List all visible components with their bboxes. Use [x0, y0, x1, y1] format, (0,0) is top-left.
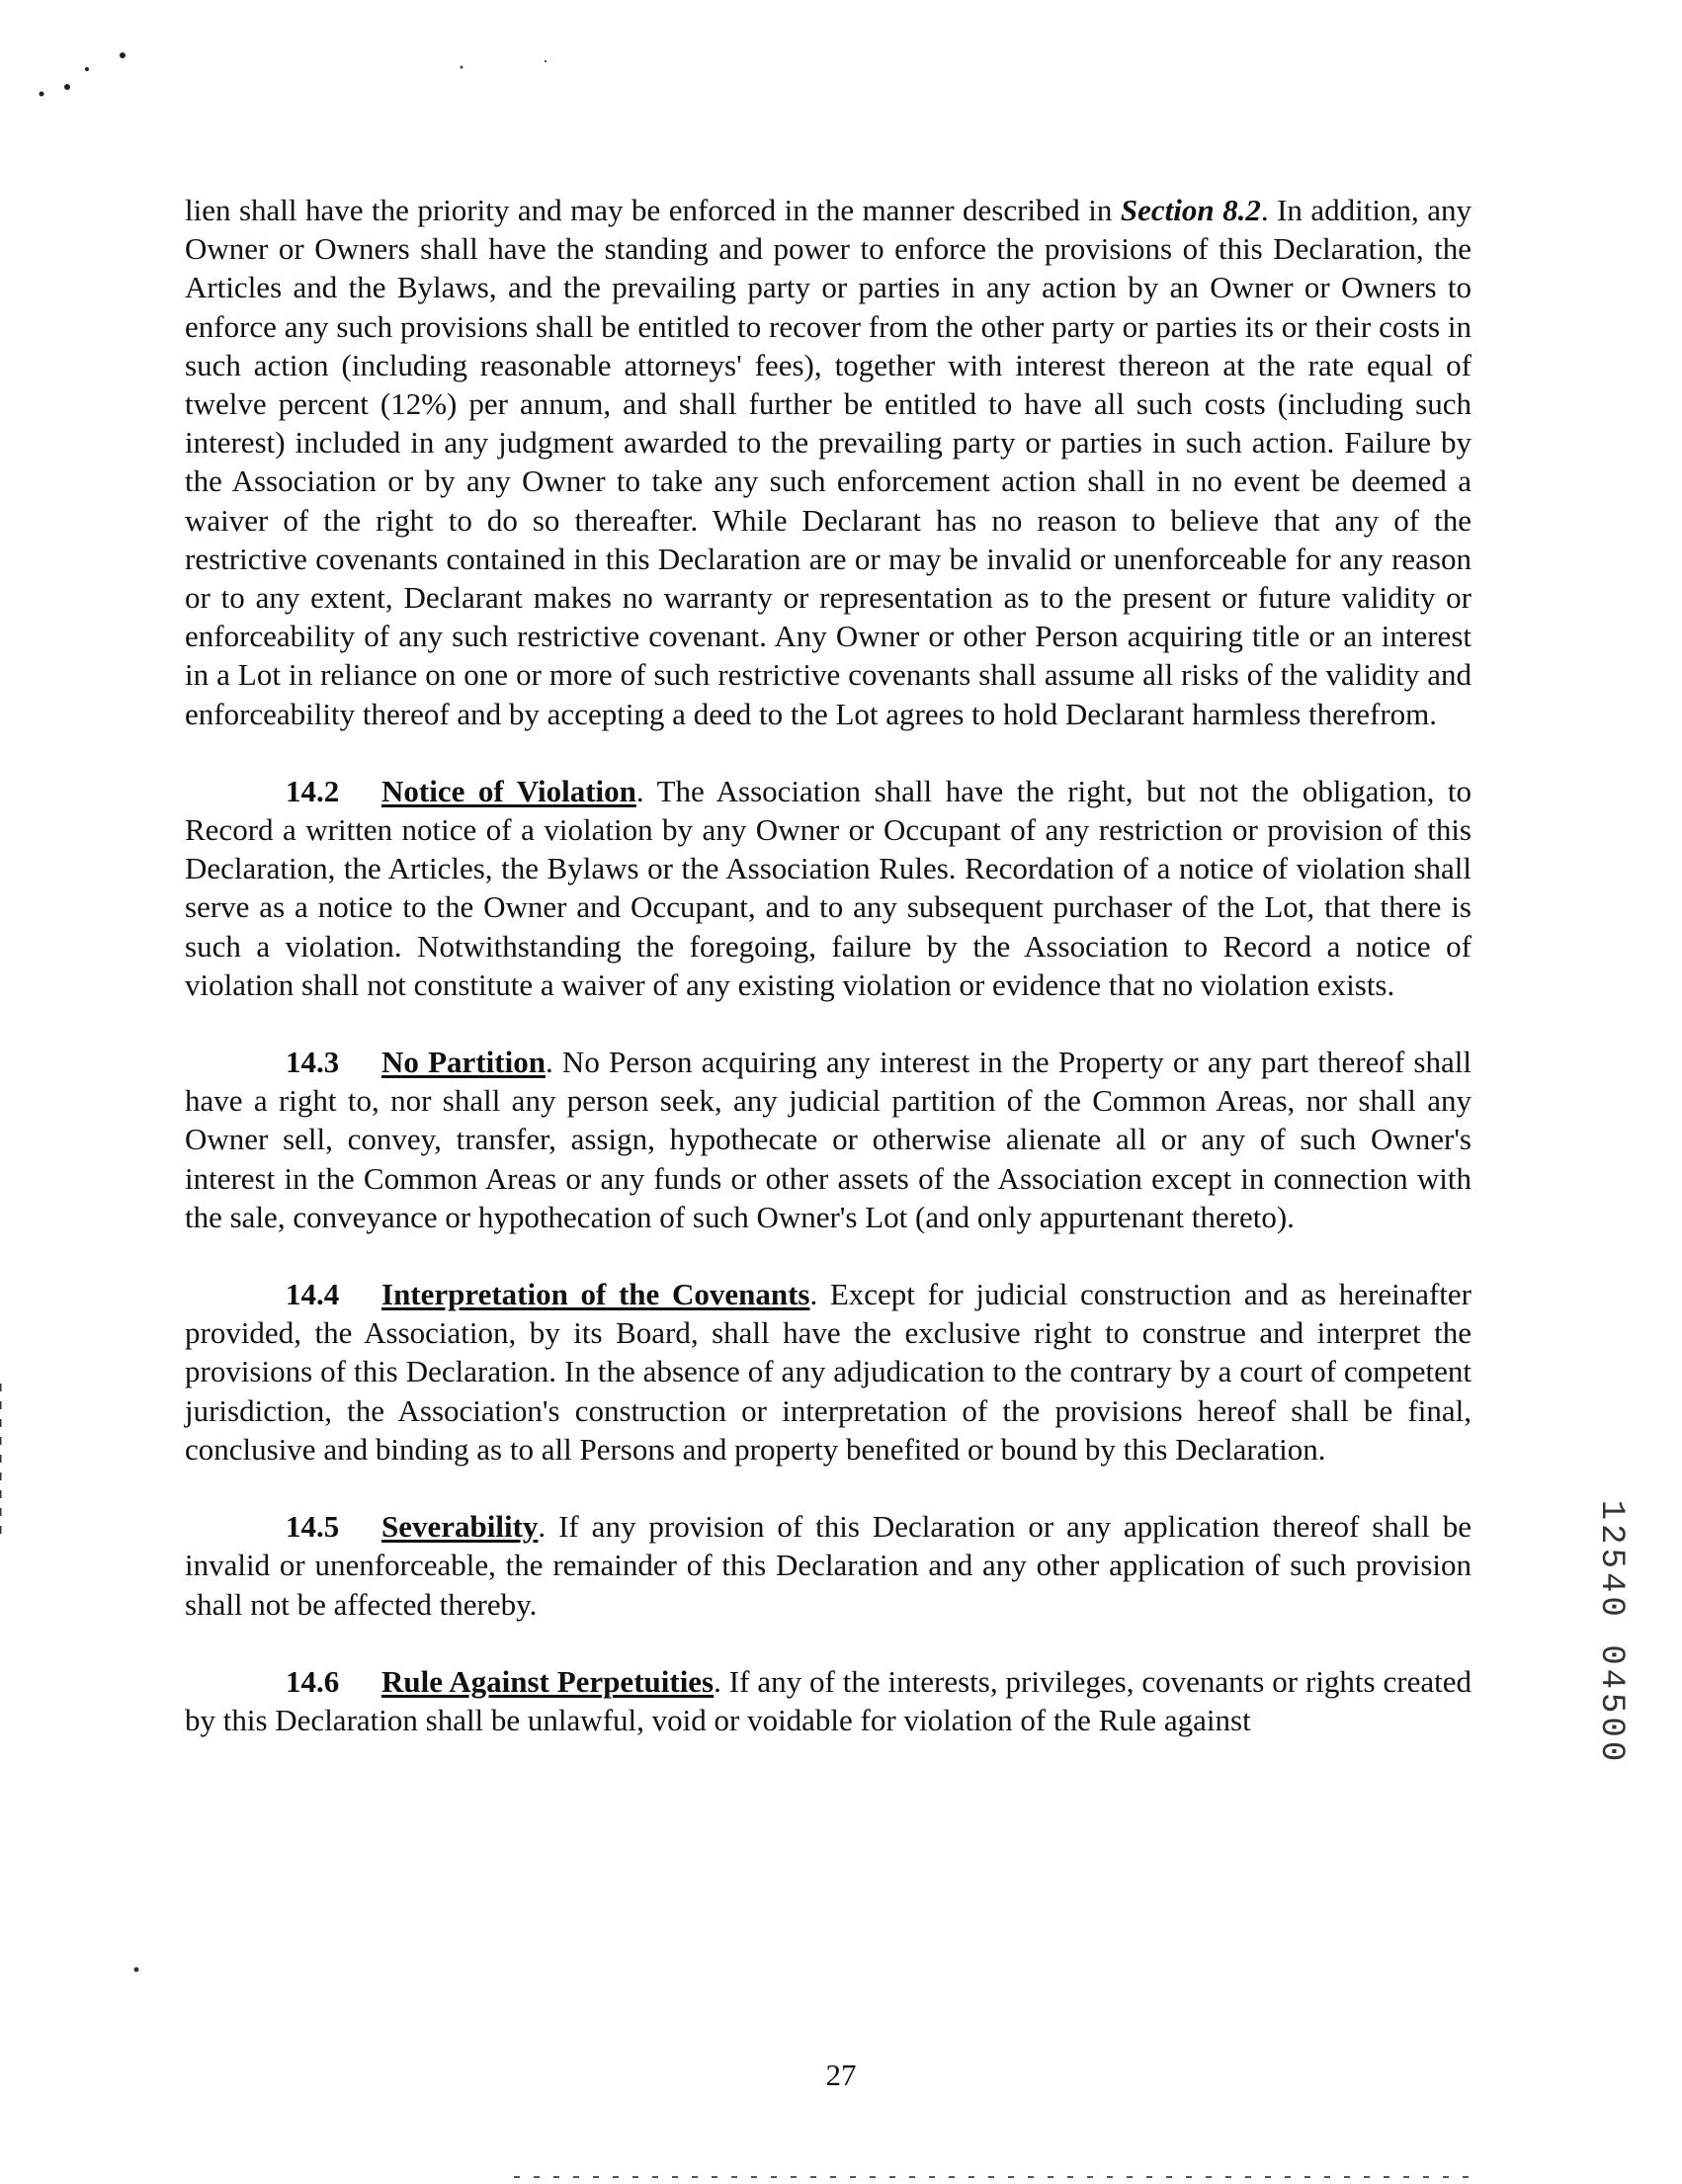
- section-14-4: [185, 1275, 1472, 1469]
- section-title: Rule Against Perpetuities: [381, 1663, 715, 1699]
- intro-text-start: lien shall have the priority and may be enforced in the manner described in: [185, 193, 1121, 227]
- section-14-6: [185, 1662, 1472, 1739]
- section-reference: Section 8.2: [1120, 193, 1261, 227]
- section-14-2: [185, 772, 1472, 1004]
- section-title: Severability: [381, 1509, 539, 1545]
- section-number: 14.4: [286, 1277, 340, 1312]
- section-text: . Except for judicial construction and as hereinafter provided, the Association, by its Board, shall have the exclusive right to construe and interpret the provisions of this Declaration. In the absence of any adjudication to the contrary by a court of competent jurisdiction, the Association's construction or interpretation of the provisions hereof shall be final, conclusive and binding as to all Persons and property benefited or bound by this Declaration.: [185, 1277, 1472, 1467]
- section-title: Notice of Violation: [381, 773, 636, 808]
- section-14-5: [185, 1507, 1472, 1624]
- recording-stamp: 12540 04500: [1592, 1499, 1630, 1766]
- section-number: 14.5: [286, 1509, 340, 1545]
- section-number: 14.6: [286, 1663, 340, 1699]
- section-number: 14.2: [286, 773, 340, 808]
- section-text: . If any of the interests, privileges, covenants or rights created by this Declaration shall be unlawful, void or voidable for violation of the Rule against: [185, 1663, 1472, 1737]
- section-title: No Partition: [381, 1045, 546, 1080]
- section-text: . The Association shall have the right, but not the obligation, to Record a written notice of a violation by any Owner or Occupant of any restriction or provision of this Declaration, the Articles, the Bylaws or the Association Rules. Recordation of a notice of violation shall serve as a notice to the Owner and Occupant, and to any subsequent purchaser of the Lot, that there is such a violation. Notwithstanding the foregoing, failure by the Association to Record a notice of violation shall not constitute a waiver of any existing violation or evidence that no violation exists.: [185, 773, 1472, 1002]
- intro-text-rest: . In addition, any Owner or Owners shall have the standing and power to enforce the provisions of this Declaration, the Articles and the Bylaws, and the prevailing party or parties in any action by an Owner or Owners to enforce any such provisions shall be entitled to recover from the other party or parties its or their costs in such action (including reasonable attorneys' fees), together with interest thereon at the rate equal of twelve percent (12%) per annum, and shall further be entitled to have all such costs (including such interest) included in any judgment awarded to the prevailing party or parties in such action. Failure by the Association or by any Owner to take any such enforcement action shall in no event be deemed a waiver of the right to do so thereafter. While Declarant has no reason to believe that any of the restrictive covenants contained in this Declaration are or may be invalid or unenforceable for any reason or to any extent, Declarant makes no warranty or representation as to the present or future validity or enforceability of any such restrictive covenant. Any Owner or other Person acquiring title or an interest in a Lot in reliance on one or more of such restrictive covenants shall assume all risks of the validity and enforceability thereof and by accepting a deed to the Lot agrees to hold Declarant harmless therefrom.: [185, 193, 1472, 731]
- document-body: [185, 191, 1472, 1778]
- section-number: 14.3: [286, 1045, 340, 1080]
- section-text: . No Person acquiring any interest in the Property or any part thereof shall have a right to, nor shall any person seek, any judicial partition of the Common Areas, nor shall any Owner sell, convey, transfer, assign, hypothecate or otherwise alienate all or any of such Owner's interest in the Common Areas or any funds or other assets of the Association except in connection with the sale, conveyance or hypothecation of such Owner's Lot (and only appurtenant thereto).: [185, 1045, 1472, 1234]
- page-number: 27: [825, 2058, 857, 2092]
- section-14-3: [185, 1043, 1472, 1236]
- section-text: . If any provision of this Declaration or any application thereof shall be invalid or unenforceable, the remainder of this Declaration and any other application of such provision shall not be affected thereby.: [185, 1509, 1472, 1622]
- section-title: Interpretation of the Covenants: [381, 1277, 810, 1312]
- intro-paragraph: [185, 191, 1472, 733]
